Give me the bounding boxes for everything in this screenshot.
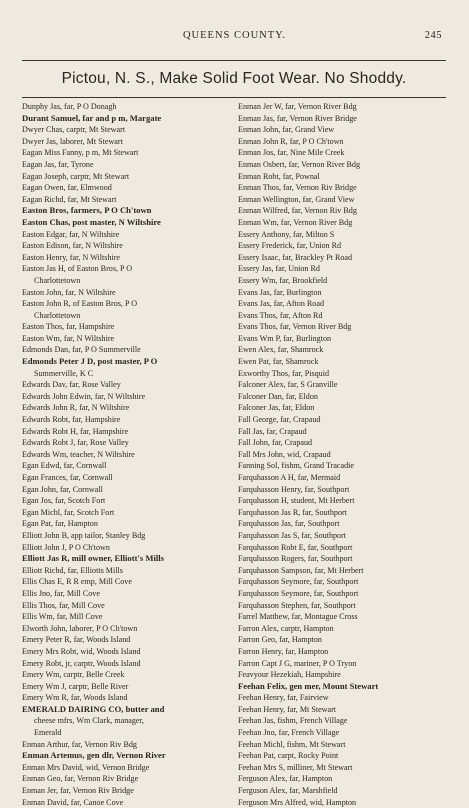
directory-entry: Enman Mrs David, wid, Vernon Bridge — [22, 762, 150, 772]
directory-entry: Enman Jer W, far, Vernon River Bdg — [238, 102, 357, 111]
directory-entry: Easton John R, of Easton Bros, P O — [22, 299, 138, 309]
directory-entry: Farquhasson Seymore, far, Southport — [238, 588, 359, 598]
directory-entry: Farquhasson Seymore, far, Southport — [238, 577, 359, 587]
directory-entry: Dwyer Chas, carptr, Mt Stewart — [22, 125, 126, 135]
directory-entry: Enman Thos, far, Vernon Riv Bridge — [238, 183, 357, 193]
directory-entry: Fanning Sol, fishm, Grand Tracadie — [238, 461, 355, 471]
directory-entry: Edwards Robt H, far, Hampshire — [22, 426, 129, 436]
directory-entry: Exworthy Thos, far, Pisquid — [238, 368, 330, 378]
directory-entry: Farquhasson A H, far, Mermaid — [238, 473, 341, 482]
directory-entry: Farron Geo, far, Hampton — [238, 635, 322, 645]
directory-entry: Farron Capt J G, mariner, P O Tryon — [238, 658, 357, 668]
directory-entry: Ferguson Mrs Alfred, wid, Hampton — [238, 797, 357, 807]
directory-entry: Ellis Thos, far, Mill Cove — [22, 600, 105, 610]
directory-entry: Fall George, far, Crapaud — [238, 415, 321, 425]
directory-entry: Ferguson Alex, far, Marshfield — [238, 786, 338, 796]
directory-entry: Elliott Jas R, mill owner, Elliott's Mills — [22, 553, 164, 564]
directory-entry: Edwards Dav, far, Rose Valley — [22, 380, 121, 390]
directory-entry: Ferguson Alex, far, Hampton — [238, 774, 333, 784]
directory-entry: Easton Chas, post master, N Wiltshire — [22, 216, 161, 227]
directory-entry: Farquhasson Rogers, far, Southport — [238, 554, 353, 564]
directory-entry: Essery Isaac, far, Brackley Pt Road — [238, 252, 353, 262]
directory-entry: Enman John, far, Grand View — [238, 125, 335, 135]
directory-entry: Eagan Owen, far, Elmwood — [22, 183, 112, 193]
directory-entry: Enman Jer, far, Vernon Riv Bridge — [22, 786, 134, 796]
page-header — [0, 30, 469, 46]
directory-entry: Farron Henry, far, Hampton — [238, 646, 329, 656]
directory-entry: Enman Wilfred, far, Vernon Riv Bdg — [238, 206, 357, 216]
directory-entry: Emery Peter R, far, Woods Island — [22, 635, 131, 645]
directory-entry: Farquhasson Henry, far, Southport — [238, 484, 350, 494]
directory-entry: Evans Jas, far, Burlington — [238, 287, 322, 297]
directory-entry: Ewen Pat, far, Shamrock — [238, 357, 319, 367]
directory-entry: Elliott John J, P O Ch'town — [22, 542, 110, 552]
directory-entry: Enman Robt, far, Pownal — [238, 171, 320, 181]
directory-entry: Falconer Alex, far, S Granville — [238, 380, 338, 390]
directory-entry: Evans Jas, far, Afton Road — [238, 299, 324, 309]
directory-entry: Egan Pat, far, Hampton — [22, 519, 98, 529]
directory-entry: Feehan Jas, fishm, French Village — [238, 716, 348, 726]
left-column — [22, 101, 232, 808]
directory-entry: Evans Thos, far, Afton Rd — [238, 310, 323, 320]
directory-entry: Enman Osbert, far, Vernon River Bdg — [238, 159, 361, 169]
right-column — [238, 101, 448, 808]
page-number: 245 — [424, 30, 442, 41]
directory-entry: Feehan Michl, fishm, Mt Stewart — [238, 739, 346, 749]
directory-entry: Enman Geo, far, Vernon Riv Bridge — [22, 774, 139, 784]
directory-entry: Easton John, far, N Wiltshire — [22, 287, 116, 297]
directory-entry: Eagan Jas, far, Tyrone — [22, 159, 94, 169]
directory-entry: Fall John, far, Crapaud — [238, 438, 313, 448]
directory-entry: Essery Wm, far, Brookfield — [238, 275, 328, 285]
directory-entry: Eagan Joseph, carptr, Mt Stewart — [22, 171, 130, 181]
directory-entry: Enman Jas, far, Vernon River Bridge — [238, 113, 357, 123]
directory-entry: Ellis Chas E, R R emp, Mill Cove — [22, 577, 132, 587]
directory-entry: Dunphy Jas, far, P O Donagh — [22, 102, 117, 111]
directory-entry: Feehan Pat, carpt, Rocky Point — [238, 751, 339, 761]
directory-entry: Egan Edwd, far, Cornwall — [22, 461, 107, 471]
directory-entry: Easton Henry, far, N Wiltshire — [22, 252, 121, 262]
directory-entry: Evans Wm P, far, Burlington — [238, 333, 332, 343]
directory-entry: Edmonds Peter J D, post master, P O — [22, 356, 158, 367]
directory-entry: Feavyour Hezekiah, Hampshire — [238, 670, 341, 680]
directory-entry: Enman Wellington, far, Grand View — [238, 194, 355, 204]
directory-entry: Edwards Robt, far, Hampshire — [22, 415, 121, 425]
directory-entry: Feehan Felix, gen mer, Mount Stewart — [238, 680, 379, 691]
directory-entry: Easton Edgar, far, N Wiltshire — [22, 229, 120, 239]
directory-entry: Fall Jas, far, Crapaud — [238, 426, 307, 436]
directory-entry: Enman Arthur, far, Vernon Riv Bdg — [22, 739, 137, 749]
directory-entry: Charlottetown — [34, 275, 81, 285]
directory-entry: Farron Alex, carptr, Hampton — [238, 623, 334, 633]
directory-entry: Feehan Henry, far, Fairview — [238, 693, 329, 703]
directory-entry: Egan Jos, far, Scotch Fort — [22, 496, 106, 506]
directory-entry: Evans Thos, far, Vernon River Bdg — [238, 322, 352, 332]
directory-entry: Egan Frances, far, Cornwall — [22, 473, 113, 482]
directory-entry: Feehan Mrs S, milliner, Mt Stewart — [238, 762, 353, 772]
directory-entry: Easton Edison, far, N Wiltshire — [22, 241, 123, 251]
directory-entry: Feehan Jno, far, French Village — [238, 728, 340, 738]
directory-entry: Elliott Richd, far, Elliotts Mills — [22, 565, 123, 575]
directory-entry: Emery Mrs Robt, wid, Woods Island — [22, 646, 141, 656]
directory-entry: Farrel Matthew, far, Montague Cross — [238, 612, 358, 622]
directory-entry: Easton Thos, far, Hampshire — [22, 322, 115, 332]
directory-entry: Enman Wm, far, Vernon River Bdg — [238, 217, 353, 227]
directory-entry: Emery Wm, carptr, Belle Creek — [22, 670, 125, 680]
directory-entry: Enman Jos, far, Nine Mile Creek — [238, 148, 345, 158]
directory-entry: Falconer Jas, far, Eldon — [238, 403, 315, 413]
directory-entry: Elliott John B, app tailor, Stanley Bdg — [22, 530, 146, 540]
directory-entry: Ellis Jno, far, Mill Cove — [22, 588, 100, 598]
directory-entry: Farquhasson Jas R, far, Southport — [238, 507, 347, 517]
directory-entry: cheese mfrs, Wm Clark, manager, — [34, 716, 144, 726]
directory-entry: Farquhasson Jas, far, Southport — [238, 519, 340, 529]
directory-entry: Emery Wm R, far, Woods Island — [22, 693, 128, 703]
directory-entry: Emerald — [34, 728, 62, 738]
directory-entry: Ellis Wm, far, Mill Cove — [22, 612, 103, 622]
directory-entry: Eagan Richd, far, Mt Stewart — [22, 194, 117, 204]
county-title: QUEENS COUNTY. — [182, 30, 287, 41]
directory-entry: Farquhasson Jas S, far, Southport — [238, 530, 347, 540]
directory-entry: Egan John, far, Cornwall — [22, 484, 103, 494]
directory-entry: Edwards Wm, teacher, N Wiltshire — [22, 449, 135, 459]
directory-entry: Edmonds Dan, far, P O Summerville — [22, 345, 141, 355]
directory-entry: EMERALD DAIRING CO, butter and — [22, 703, 165, 714]
directory-entry: Enman David, far, Canoe Cove — [22, 797, 124, 807]
directory-entry: Eagan Miss Fanny, p m, Mt Stewart — [22, 148, 139, 158]
directory-entry: Farquhasson Sampson, far, Mt Herbert — [238, 565, 364, 575]
directory-entry: Elworth John, laborer, P O Ch'town — [22, 623, 138, 633]
directory-entry: Essery Jas, far, Union Rd — [238, 264, 320, 274]
directory-entry: Easton Jas H, of Easton Bros, P O — [22, 264, 133, 274]
directory-entry: Farquhasson Robt E, far, Southport — [238, 542, 353, 552]
directory-entry: Durant Samuel, far and p m, Margate — [22, 112, 162, 123]
directory-entry: Egan Michl, far, Scotch Fort — [22, 507, 115, 517]
directory-entry: Enman Artemus, gen dlr, Vernon River — [22, 750, 166, 761]
directory-entry: Farquhasson Stephen, far, Southport — [238, 600, 356, 610]
directory-entry: Falconer Dan, far, Eldon — [238, 391, 318, 401]
directory-entry: Essery Frederick, far, Union Rd — [238, 241, 342, 251]
directory-entry: Dwyer Jas, laborer, Mt Stewart — [22, 136, 123, 146]
directory-entry: Fall Mrs John, wid, Crapaud — [238, 449, 331, 459]
directory-entry: Enman John R, far, P O Ch'town — [238, 136, 344, 146]
directory-entry: Charlottetown — [34, 310, 81, 320]
advertisement-banner: Pictou, N. S., Make Solid Foot Wear. No Shoddy. — [22, 60, 446, 98]
directory-entry: Easton Wm, far, N Wiltshire — [22, 333, 115, 343]
directory-entry: Edwards John Edwin, far, N Wiltshire — [22, 391, 146, 401]
directory-entry: Farquhasson H, student, Mt Herbert — [238, 496, 355, 506]
directory-entry: Feehan Henry, far, Mt Stewart — [238, 704, 337, 714]
directory-entry: Edwards Robt J, far, Rose Valley — [22, 438, 129, 448]
directory-entry: Emery Wm J, carptr, Belle River — [22, 681, 129, 691]
directory-entry: Ewen Alex, far, Shamrock — [238, 345, 324, 355]
directory-entry: Summerville, K C — [34, 368, 94, 378]
directory-entry: Essery Anthony, far, Milton S — [238, 229, 335, 239]
directory-entry: Easton Bros, farmers, P O Ch'town — [22, 205, 152, 216]
directory-entry: Edwards John R, far, N Wiltshire — [22, 403, 130, 413]
directory-entry: Emery Robt, jr, carptr, Woods Island — [22, 658, 141, 668]
